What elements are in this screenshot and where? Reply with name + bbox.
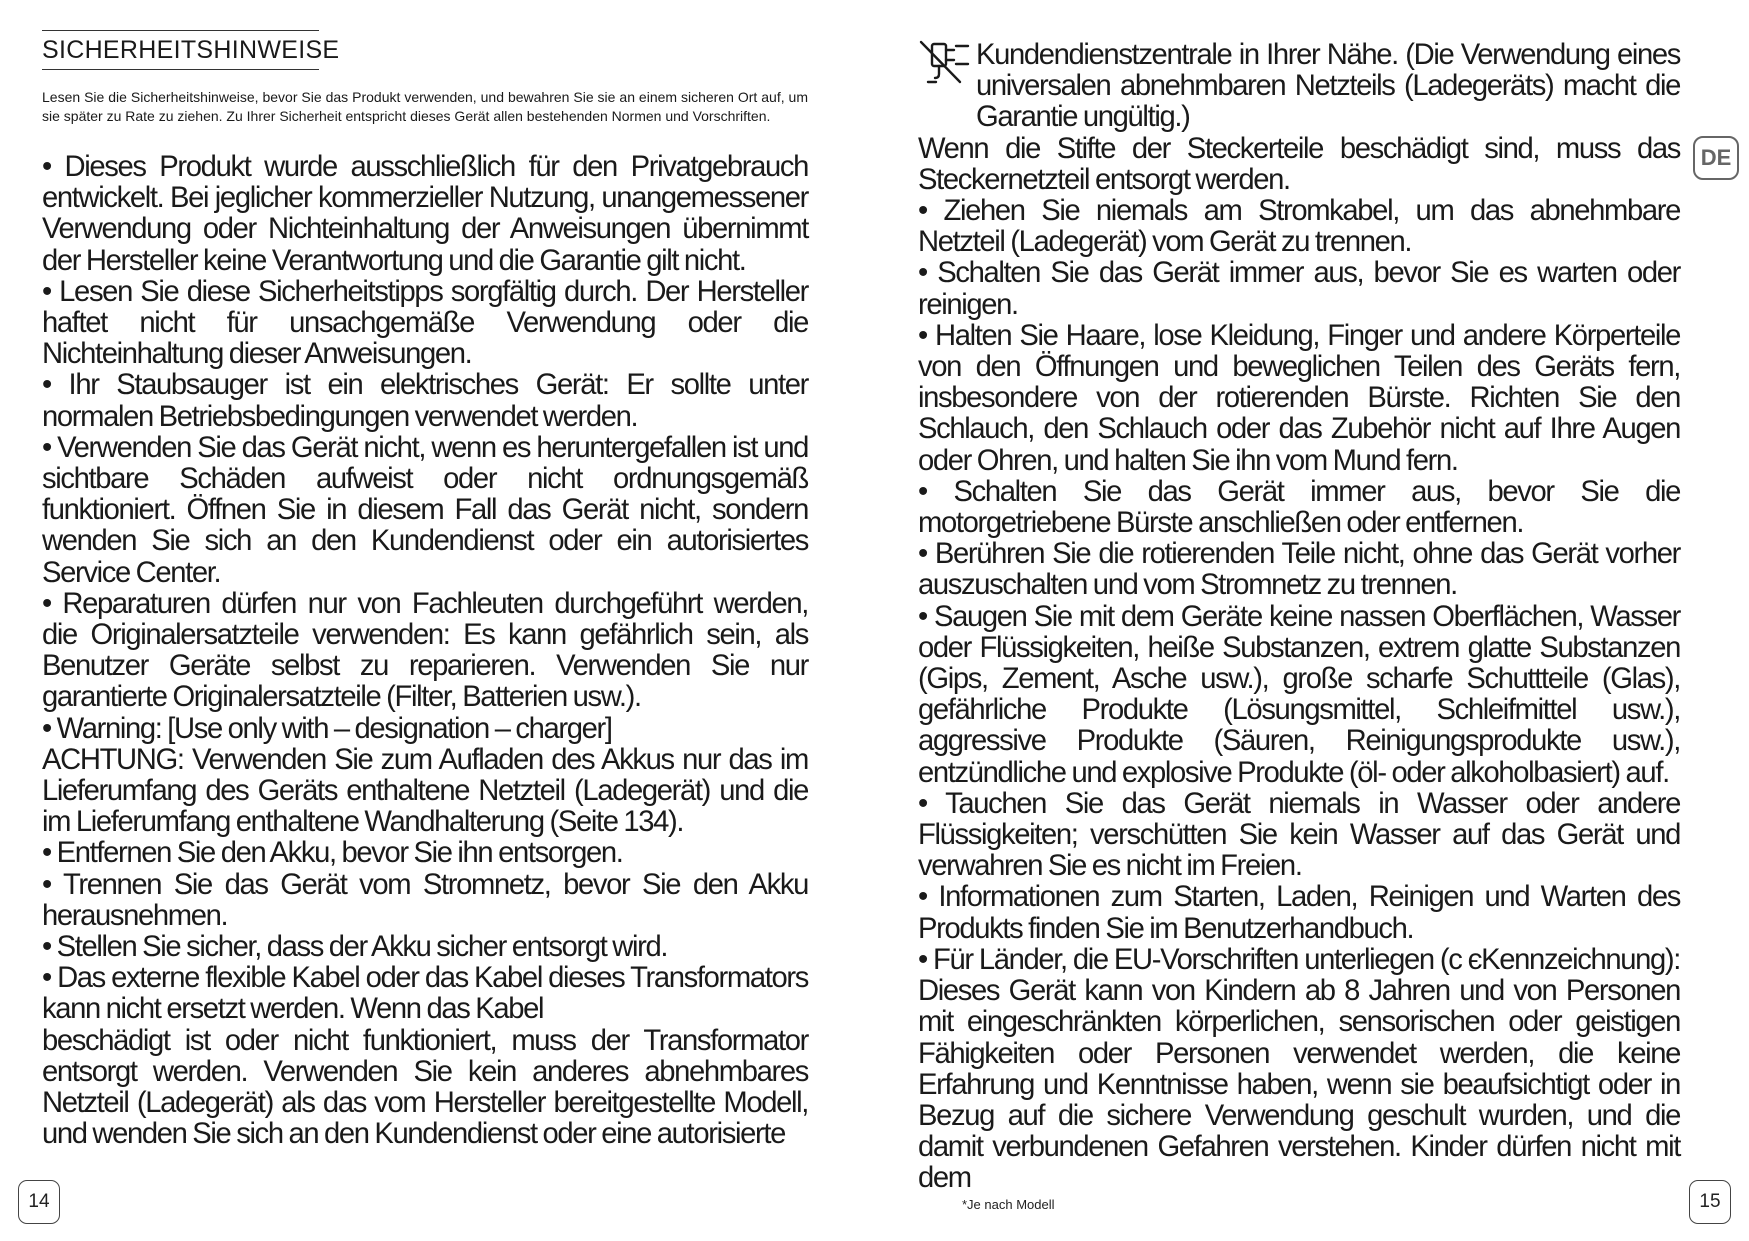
no-universal-charger-icon — [918, 38, 976, 92]
paragraph: • Schalten Sie das Gerät immer aus, bevor Sie es warten oder reinigen. — [918, 257, 1680, 321]
paragraph: • Saugen Sie mit dem Geräte keine nassen Oberflächen, Wasser oder Flüssigkeiten, heiße Substanzen, extrem glatte Substanzen (Gips, Zement, Asche usw.), große scharfe Schuttteile (Glas), gefährliche Produkte (Lösungsmittel, Schleifmittel usw.), aggressive Produkte (Säuren, Reinigungsprodukte usw.), entzündliche und explosive Produkte (öl- oder alkoholbasiert) auf. — [918, 600, 1680, 789]
paragraph: beschädigt ist oder nicht funktioniert, muss der Transformator entsorgt werden. Verwenden Sie kein anderes abnehmbares Netzteil (Ladegerät) als das vom Hersteller bereitgestellte Modell, und wenden Sie sich an den Kundendienst oder eine autorisierte — [42, 1024, 808, 1151]
paragraph: • Warning: [Use only with – designation – charger] — [42, 712, 612, 745]
paragraph: • Schalten Sie das Gerät immer aus, bevor Sie die motorgetriebene Bürste anschließen oder entfernen. — [918, 475, 1680, 540]
page-number-right: 15 — [1689, 1180, 1731, 1224]
paragraph: • Tauchen Sie das Gerät niemals in Wasser oder andere Flüssigkeiten; verschütten Sie kein Wasser auf das Gerät und verwahren Sie es nicht im Freien. — [918, 787, 1680, 883]
section-title: SICHERHEITSHINWEISE — [42, 36, 340, 64]
language-badge: DE — [1693, 136, 1739, 180]
paragraph: • Dieses Produkt wurde ausschließlich für den Privatgebrauch entwickelt. Bei jeglicher kommerzieller Nutzung, unangemessener Verwendung oder Nichteinhaltung der Anweisungen übernimmt der Hersteller keine Verantwortung und die Garantie gilt nicht. — [42, 151, 808, 277]
footnote: *Je nach Modell — [962, 1197, 1055, 1212]
paragraph: • Entfernen Sie den Akku, bevor Sie ihn entsorgen. — [42, 837, 623, 870]
paragraph: • Trennen Sie das Gerät vom Stromnetz, bevor Sie den Akku herausnehmen. — [42, 868, 808, 932]
paragraph: ACHTUNG: Verwenden Sie zum Aufladen des Akkus nur das im Lieferumfang des Geräts enthaltene Netzteil (Ladegerät) und die im Lieferumfang enthaltene Wandhalterung (Seite 134). — [42, 743, 808, 839]
section-title-rule — [42, 30, 340, 70]
paragraph: • Berühren Sie die rotierenden Teile nicht, ohne das Gerät vorher auszuschalten und vom Stromnetz zu trennen. — [918, 538, 1680, 602]
paragraph: Kundendienstzentrale in Ihrer Nähe. (Die Verwendung eines universalen abnehmbaren Netzteils (Ladegeräts) macht die Garantie ungültig.) — [976, 39, 1680, 134]
paragraph: • Stellen Sie sicher, dass der Akku sicher entsorgt wird. — [42, 931, 668, 964]
paragraph: • Ihr Staubsauger ist ein elektrisches Gerät: Er sollte unter normalen Betriebsbedingungen verwendet werden. — [42, 369, 808, 433]
left-body-text — [42, 152, 808, 1151]
paragraph: • Ziehen Sie niemals am Stromkabel, um das abnehmbare Netzteil (Ladegerät) vom Gerät zu trennen. — [918, 195, 1680, 259]
paragraph: Wenn die Stifte der Steckerteile beschädigt sind, muss das Steckernetzteil entsorgt werden. — [918, 132, 1680, 196]
right-page — [918, 40, 1680, 1195]
icon-paragraph — [918, 40, 1680, 134]
paragraph: • Verwenden Sie das Gerät nicht, wenn es heruntergefallen ist und sichtbare Schäden aufweist oder nicht ordnungsgemäß funktioniert. Öffnen Sie in diesem Fall das Gerät nicht, sondern wenden Sie sich an den Kundendienst oder ein autorisiertes Service Center. — [42, 431, 808, 589]
paragraph: • Das externe flexible Kabel oder das Kabel dieses Transformators kann nicht ersetzt werden. Wenn das Kabel — [42, 962, 808, 1026]
paragraph: • Reparaturen dürfen nur von Fachleuten durchgeführt werden, die Originalersatzteile verwenden: Es kann gefährlich sein, als Benutzer Geräte selbst zu reparieren. Verwenden Sie nur garantierte Originalersatzteile (Filter, Batterien usw.). — [42, 587, 808, 714]
intro-text: Lesen Sie die Sicherheitshinweise, bevor Sie das Produkt verwenden, und bewahren Sie sie an einem sicheren Ort auf, um sie später zu Rate zu ziehen. Zu Ihrer Sicherheit entspricht dieses Gerät allen bestehenden Normen und Vorschriften. — [42, 89, 808, 124]
paragraph: • Informationen zum Starten, Laden, Reinigen und Warten des Produkts finden Sie im Benutzerhandbuch. — [918, 881, 1680, 945]
right-body-text — [918, 40, 1680, 1195]
paragraph: • Halten Sie Haare, lose Kleidung, Finger und andere Körperteile von den Öffnungen und beweglichen Teilen des Geräts fern, insbesondere von der rotierenden Bürste. Richten Sie den Schlauch, den Schlauch oder das Zubehör nicht auf Ihre Augen oder Ohren, und halten Sie ihn vom Mund fern. — [918, 319, 1680, 477]
paragraph: • Lesen Sie diese Sicherheitstipps sorgfältig durch. Der Hersteller haftet nicht für unsachgemäße Verwendung oder die Nichteinhaltung dieser Anweisungen. — [42, 275, 808, 371]
paragraph: • Für Länder, die EU-Vorschriften unterliegen (c єKennzeichnung): Dieses Gerät kann von Kindern ab 8 Jahren und von Personen mit eingeschränkten körperlichen, sensorischen oder geistigen Fähigkeiten oder Personen verwendet werden, die keine Erfahrung und Kenntnisse haben, wenn sie beaufsichtigt oder in Bezug auf die sichere Verwendung geschult wurden, und die damit verbundenen Gefahren verstehen. Kinder dürfen nicht mit dem — [918, 943, 1680, 1195]
page-number-left: 14 — [18, 1180, 60, 1224]
left-page — [42, 30, 808, 1151]
